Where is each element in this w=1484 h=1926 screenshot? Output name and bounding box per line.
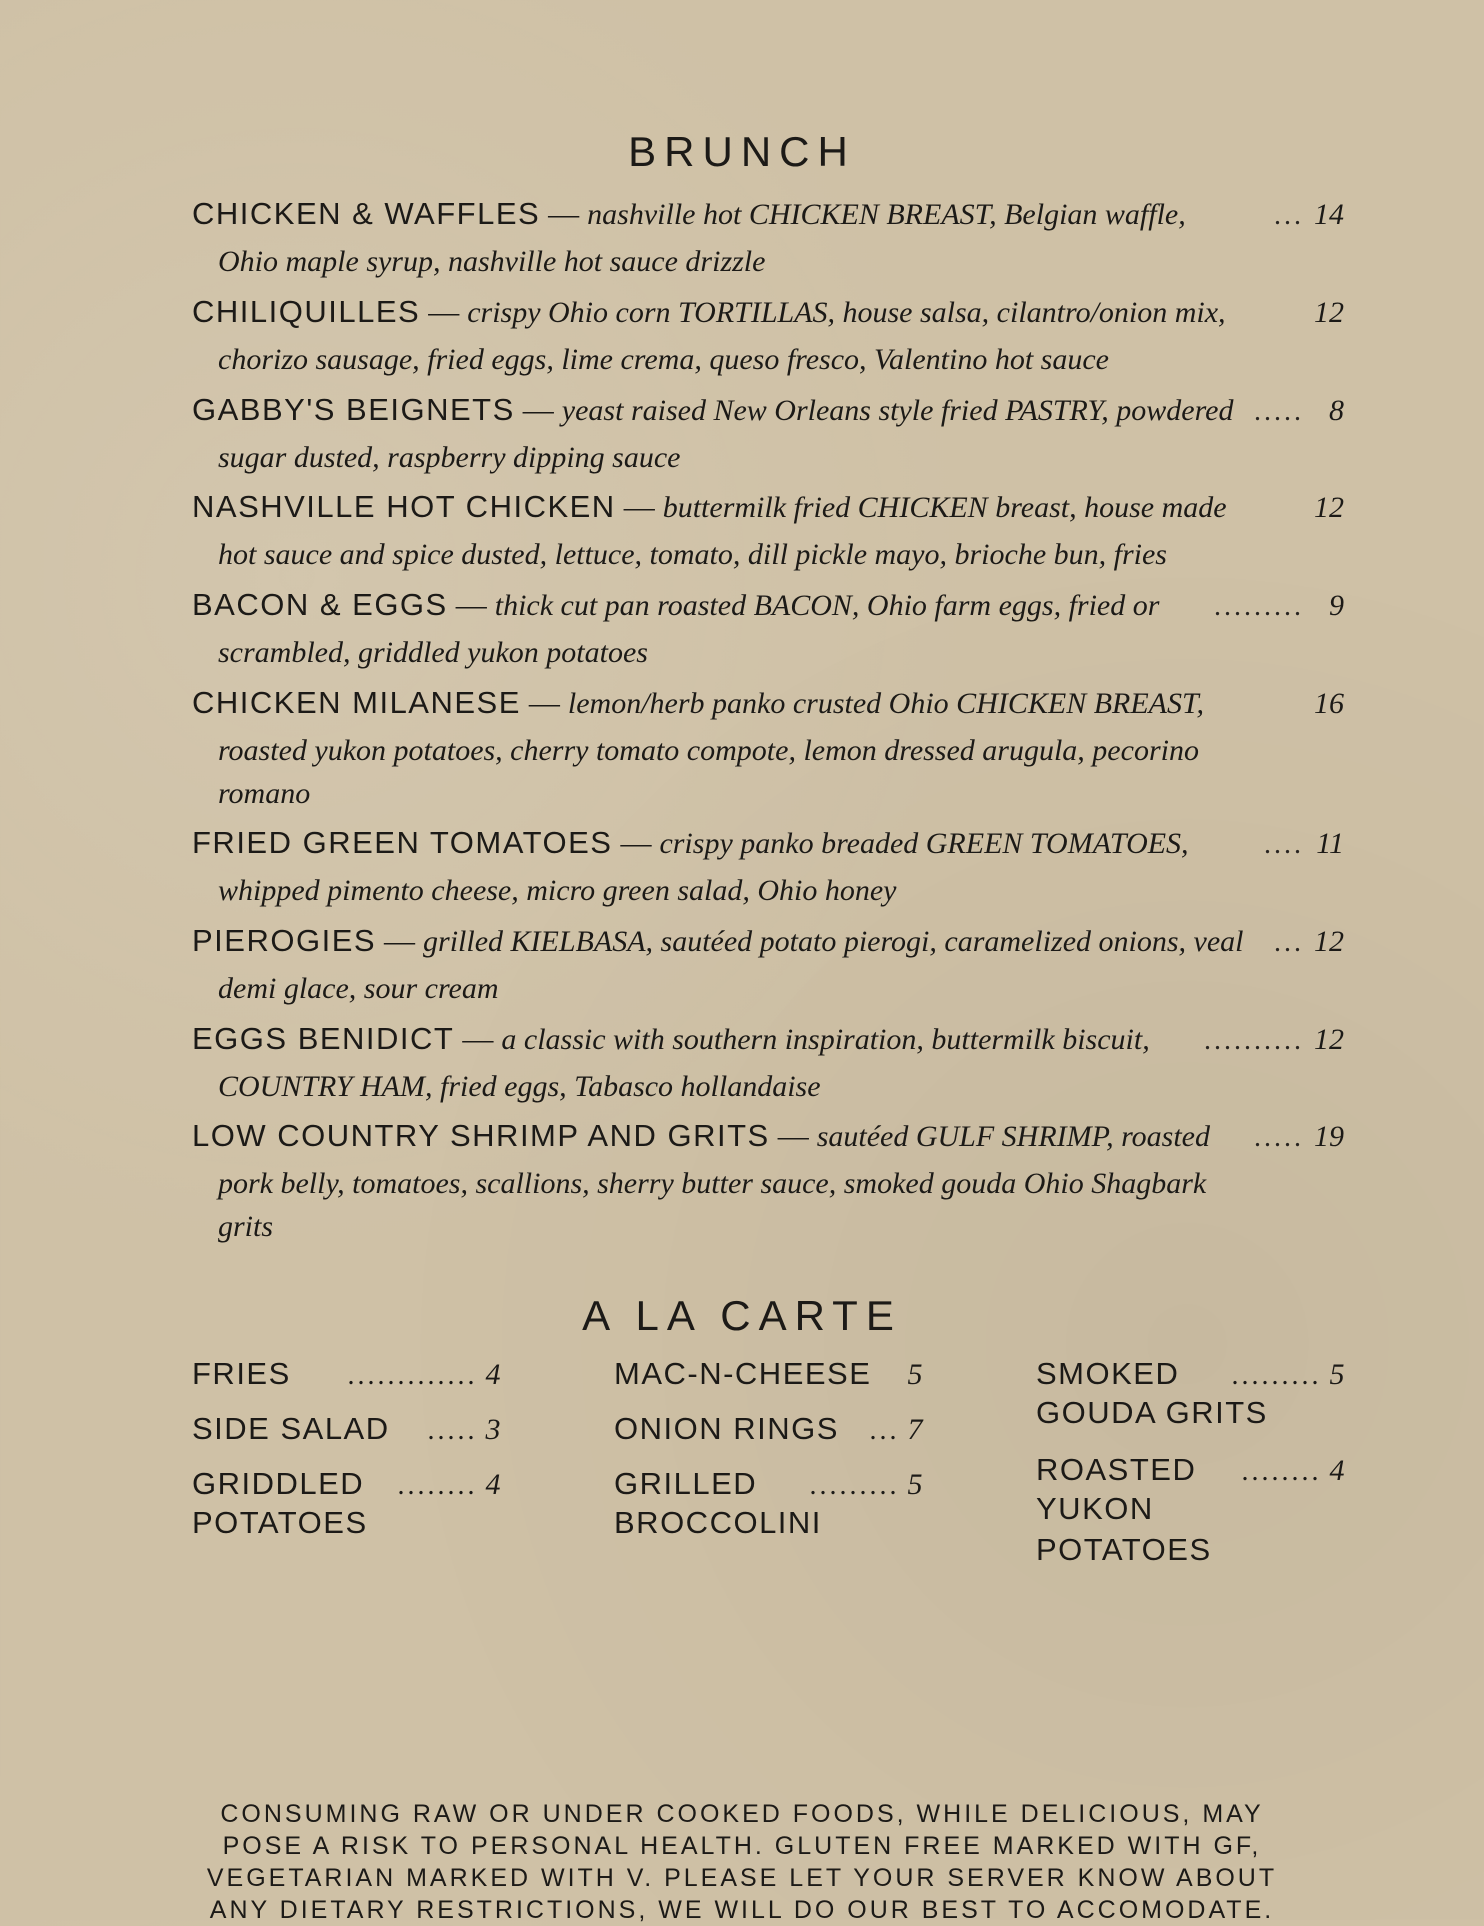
item-dash: — xyxy=(384,923,416,958)
dot-leader: ......... xyxy=(1231,1360,1322,1391)
dot-leader: .... xyxy=(1264,829,1304,860)
side-name: FRIES xyxy=(192,1356,291,1391)
side-item xyxy=(192,1356,502,1392)
item-price: 12 xyxy=(1314,296,1344,329)
item-price: 12 xyxy=(1314,925,1344,958)
item-name: CHILIQUILLES xyxy=(192,294,421,329)
item-description: yeast raised New Orleans style fried PASTRY, powdered xyxy=(561,394,1234,427)
item-price: 12 xyxy=(1314,491,1344,524)
item-price: 16 xyxy=(1314,687,1344,720)
item-description-continued: sugar dusted, raspberry dipping sauce xyxy=(218,441,681,474)
side-name: ROASTED xyxy=(1036,1452,1197,1487)
dot-leader: ............. xyxy=(347,1360,478,1391)
side-name: GRILLED xyxy=(614,1466,758,1501)
item-description-continued: scrambled, griddled yukon potatoes xyxy=(218,636,648,669)
item-description-continued: roasted yukon potatoes, cherry tomato compote, lemon dressed arugula, pecorino romano xyxy=(218,734,1199,810)
item-dash: — xyxy=(623,489,655,524)
dot-leader: ..... xyxy=(1254,396,1304,427)
side-name-continued: YUKON POTATOES xyxy=(1036,1491,1212,1567)
menu-item xyxy=(192,923,1344,1010)
item-dash: — xyxy=(455,587,487,622)
dot-leader: ......... xyxy=(809,1470,900,1501)
side-name: SMOKED xyxy=(1036,1356,1180,1391)
dot-leader: .......... xyxy=(1204,1025,1304,1056)
item-price: 12 xyxy=(1314,1023,1344,1056)
item-dash: — xyxy=(462,1021,494,1056)
dot-leader: ... xyxy=(1274,927,1304,958)
menu-item xyxy=(192,1118,1344,1248)
side-price: 3 xyxy=(485,1413,502,1446)
item-name: PIEROGIES xyxy=(192,923,377,958)
side-name: MAC-N-CHEESE xyxy=(614,1356,872,1391)
side-price: 5 xyxy=(907,1468,924,1501)
dot-leader: ......... xyxy=(1214,591,1304,622)
menu-item xyxy=(192,489,1344,576)
dietary-disclaimer: CONSUMING RAW OR UNDER COOKED FOODS, WHILE DELICIOUS, MAY POSE A RISK TO PERSONAL HEALTH. GLUTEN FREE MARKED WITH GF, VEGETARIAN MARKED WITH V. PLEASE LET YOUR SERVER KNOW ABOUT ANY DIETARY RESTRICTIONS, WE WILL DO OUR BEST TO ACCOMODATE. xyxy=(206,1800,1278,1924)
menu-item xyxy=(192,294,1344,381)
menu-item xyxy=(192,1021,1344,1108)
side-item xyxy=(614,1411,924,1447)
item-description-continued: pork belly, tomatoes, scallions, sherry butter sauce, smoked gouda Ohio Shagbark grits xyxy=(218,1167,1207,1243)
item-dash: — xyxy=(522,392,554,427)
menu-item xyxy=(192,587,1344,674)
brunch-heading: BRUNCH xyxy=(628,128,856,175)
side-item xyxy=(1036,1452,1346,1570)
side-item xyxy=(614,1356,924,1392)
item-description-continued: whipped pimento cheese, micro green salad, Ohio honey xyxy=(218,874,897,907)
menu-item xyxy=(192,392,1344,479)
item-dash: — xyxy=(620,825,652,860)
item-description-continued: Ohio maple syrup, nashville hot sauce drizzle xyxy=(218,245,766,278)
item-description-continued: hot sauce and spice dusted, lettuce, tomato, dill pickle mayo, brioche bun, fries xyxy=(218,538,1167,571)
item-name: CHICKEN MILANESE xyxy=(192,685,521,720)
item-description: lemon/herb panko crusted Ohio CHICKEN BREAST, xyxy=(567,687,1204,720)
side-item xyxy=(614,1466,924,1543)
side-name: GRIDDLED xyxy=(192,1466,365,1501)
item-description: buttermilk fried CHICKEN breast, house made xyxy=(662,491,1227,524)
dot-leader: ........ xyxy=(1241,1456,1322,1487)
menu-item xyxy=(192,825,1344,912)
item-name: CHICKEN & WAFFLES xyxy=(192,196,541,231)
side-price: 4 xyxy=(485,1358,502,1391)
item-description: crispy panko breaded GREEN TOMATOES, xyxy=(659,827,1189,860)
side-name: ONION RINGS xyxy=(614,1411,839,1446)
dot-leader: ........ xyxy=(397,1470,478,1501)
side-name-continued: BROCCOLINI xyxy=(614,1505,822,1540)
item-description: nashville hot CHICKEN BREAST, Belgian waffle, xyxy=(587,198,1186,231)
menu-item xyxy=(192,685,1344,815)
dot-leader: ..... xyxy=(427,1415,478,1446)
item-dash: — xyxy=(528,685,560,720)
side-name-continued: POTATOES xyxy=(192,1505,368,1540)
item-description-continued: chorizo sausage, fried eggs, lime crema, queso fresco, Valentino hot sauce xyxy=(218,343,1109,376)
side-name-continued: GOUDA GRITS xyxy=(1036,1395,1268,1430)
dot-leader: ... xyxy=(869,1415,900,1446)
menu-item xyxy=(192,196,1344,283)
side-price: 4 xyxy=(1329,1454,1346,1487)
side-item xyxy=(1036,1356,1346,1433)
side-item xyxy=(192,1411,502,1447)
item-name: LOW COUNTRY SHRIMP AND GRITS xyxy=(192,1118,770,1153)
side-item xyxy=(192,1466,502,1543)
item-description: thick cut pan roasted BACON, Ohio farm eggs, fried or xyxy=(494,589,1160,622)
item-name: NASHVILLE HOT CHICKEN xyxy=(192,489,616,524)
item-description-continued: COUNTRY HAM, fried eggs, Tabasco hollandaise xyxy=(218,1070,821,1103)
item-name: FRIED GREEN TOMATOES xyxy=(192,825,613,860)
item-description: crispy Ohio corn TORTILLAS, house salsa, cilantro/onion mix, xyxy=(467,296,1226,329)
item-price: 19 xyxy=(1314,1120,1344,1153)
item-description: grilled KIELBASA, sautéed potato pierogi, caramelized onions, veal xyxy=(423,925,1244,958)
dot-leader: ... xyxy=(1274,200,1304,231)
item-dash: — xyxy=(428,294,460,329)
item-description: sautéed GULF SHRIMP, roasted xyxy=(816,1120,1210,1153)
side-price: 5 xyxy=(1329,1358,1346,1391)
item-name: BACON & EGGS xyxy=(192,587,448,622)
item-price: 14 xyxy=(1314,198,1344,231)
item-dash: — xyxy=(548,196,580,231)
item-price: 9 xyxy=(1329,589,1344,622)
a-la-carte-heading: A LA CARTE xyxy=(582,1292,902,1339)
item-price: 8 xyxy=(1329,394,1344,427)
item-dash: — xyxy=(777,1118,809,1153)
item-name: EGGS BENIDICT xyxy=(192,1021,455,1056)
item-price: 11 xyxy=(1316,827,1344,860)
side-price: 4 xyxy=(485,1468,502,1501)
side-price: 5 xyxy=(907,1358,924,1391)
item-name: GABBY'S BEIGNETS xyxy=(192,392,515,427)
side-price: 7 xyxy=(907,1413,924,1446)
side-name: SIDE SALAD xyxy=(192,1411,390,1446)
item-description-continued: demi glace, sour cream xyxy=(218,972,499,1005)
item-description: a classic with southern inspiration, buttermilk biscuit, xyxy=(501,1023,1150,1056)
dot-leader: ..... xyxy=(1254,1122,1304,1153)
